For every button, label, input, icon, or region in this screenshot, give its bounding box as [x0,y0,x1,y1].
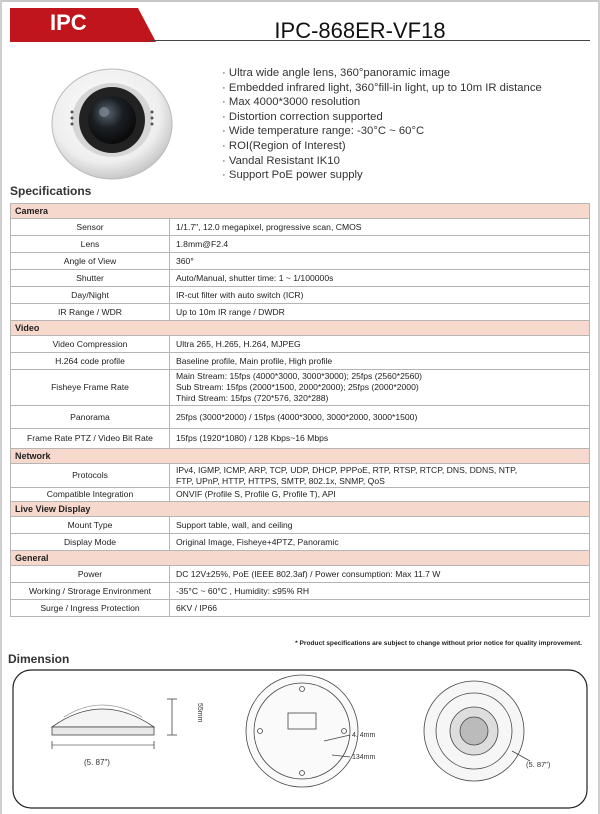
feature-item: · Wide temperature range: -30°C ~ 60°C [222,124,542,139]
spec-value: 6KV / IP66 [170,600,590,617]
table-row [11,566,590,583]
spec-label: Power [11,566,170,583]
side-height-label: 55mm [196,703,203,723]
spec-value: 15fps (1920*1080) / 128 Kbps~16 Mbps [170,429,590,449]
spec-value: 360° [170,253,590,270]
spec-label: Video Compression [11,336,170,353]
table-row [11,219,590,236]
section-header-network: Network [11,449,590,464]
table-row [11,287,590,304]
section-header-video: Video [11,321,590,336]
spec-value: Ultra 265, H.265, H.264, MJPEG [170,336,590,353]
table-row [11,336,590,353]
table-row [11,464,590,488]
camera-product-image [48,62,176,180]
spec-value: 1.8mm@F2.4 [170,236,590,253]
spec-value: ONVIF (Profile S, Profile G, Profile T), API [170,488,590,502]
spec-label: Working / Strorage Environment [11,583,170,600]
dimension-heading: Dimension [8,652,70,666]
table-row [11,488,590,502]
spec-value: Support table, wall, and ceiling [170,517,590,534]
spec-value-line: Main Stream: 15fps (4000*3000, 3000*3000); 25fps (2560*2560) [176,371,423,381]
bottom-diameter-label: 134mm [352,754,376,761]
spec-value: -35°C ~ 60°C , Humidity: ≤95% RH [170,583,590,600]
spec-value: Auto/Manual, shutter time: 1 ~ 1/100000s [170,270,590,287]
table-row [11,304,590,321]
feature-item: · Max 4000*3000 resolution [222,95,542,110]
spec-label: Protocols [11,464,170,488]
spec-value [170,464,590,488]
section-header-live-view: Live View Display [11,502,590,517]
ipc-badge-label: IPC [50,10,87,35]
spec-label: Frame Rate PTZ / Video Bit Rate [11,429,170,449]
table-row [11,429,590,449]
spec-value: Baseline profile, Main profile, High profile [170,353,590,370]
spec-value: Up to 10m IR range / DWDR [170,304,590,321]
spec-value: IR-cut filter with auto switch (ICR) [170,287,590,304]
table-row [11,270,590,287]
feature-list [222,66,542,183]
section-header-general: General [11,551,590,566]
table-row [11,583,590,600]
spec-value: DC 12V±25%, PoE (IEEE 802.3af) / Power consumption: Max 11.7 W [170,566,590,583]
spec-label: Display Mode [11,534,170,551]
spec-value-line: Third Stream: 15fps (720*576, 320*288) [176,393,329,403]
spec-label: Lens [11,236,170,253]
feature-item: · ROI(Region of Interest) [222,139,542,154]
table-row [11,517,590,534]
spec-label: H.264 code profile [11,353,170,370]
spec-label: Fisheye Frame Rate [11,370,170,406]
spec-value: 1/1.7", 12.0 megapixel, progressive scan, CMOS [170,219,590,236]
spec-label: Mount Type [11,517,170,534]
dimension-drawings [12,669,588,809]
feature-item: · Support PoE power supply [222,168,542,183]
spec-label: IR Range / WDR [11,304,170,321]
feature-item: · Embedded infrared light, 360°fill-in light, up to 10m IR distance [222,81,542,96]
spec-value [170,370,590,406]
table-row [11,353,590,370]
feature-item: · Vandal Resistant IK10 [222,154,542,169]
page-frame-left [0,0,2,814]
disclaimer-note: * Product specifications are subject to change without prior notice for quality improvement. [295,640,582,647]
table-row [11,600,590,617]
spec-label: Surge / Ingress Protection [11,600,170,617]
spec-label: Angle of View [11,253,170,270]
feature-item: · Ultra wide angle lens, 360°panoramic image [222,66,542,81]
spec-value: Original Image, Fisheye+4PTZ, Panoramic [170,534,590,551]
spec-label: Sensor [11,219,170,236]
model-title: IPC-868ER-VF18 [274,18,446,43]
spec-label: Day/Night [11,287,170,304]
specifications-table [10,203,590,617]
table-row [11,406,590,429]
side-width-label: (5. 87") [84,758,110,767]
table-row [11,534,590,551]
top-width-label: (5. 87") [526,760,551,769]
specifications-heading: Specifications [10,184,92,198]
feature-item: · Distortion correction supported [222,110,542,125]
spec-value-line: FTP, UPnP, HTTP, HTTPS, SMTP, 802.1x, SNMP, QoS [176,475,385,486]
spec-label: Shutter [11,270,170,287]
table-row [11,253,590,270]
section-header-camera: Camera [11,204,590,219]
spec-label: Compatible Integration [11,488,170,502]
page-frame-top [0,0,600,2]
spec-value: 25fps (3000*2000) / 15fps (4000*3000, 3000*2000, 3000*1500) [170,406,590,429]
bottom-view-drawing [246,675,358,787]
spec-value-line: IPv4, IGMP, ICMP, ARP, TCP, UDP, DHCP, PPPoE, RTP, RTSP, RTCP, DNS, DDNS, NTP, [176,464,518,475]
bottom-hole-label: 4. 4mm [352,732,376,739]
table-row [11,370,590,406]
spec-value-line: Sub Stream: 15fps (2000*1500, 2000*2000); 25fps (2000*2000) [176,382,419,392]
table-row [11,236,590,253]
spec-label: Panorama [11,406,170,429]
